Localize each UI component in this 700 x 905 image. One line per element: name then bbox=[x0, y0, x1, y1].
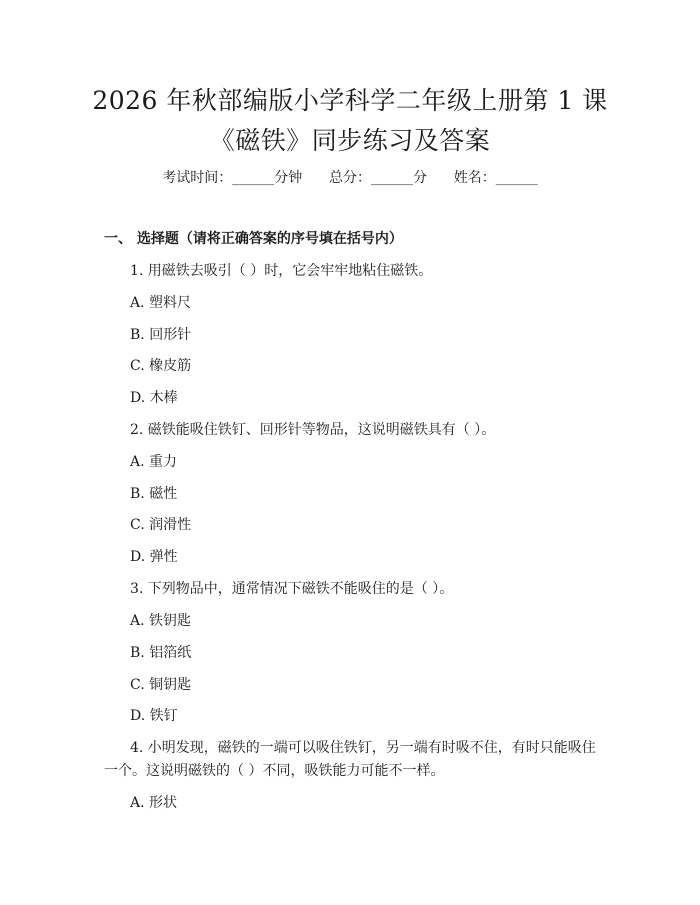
question-2-option-b: B. 磁性 bbox=[130, 486, 178, 502]
question-3-option-b: B. 铝箔纸 bbox=[130, 645, 192, 661]
question-1-option-d: D. 木棒 bbox=[130, 390, 178, 406]
question-2-option-a: A. 重力 bbox=[130, 454, 178, 470]
document-title-line1: 2026 年秋部编版小学科学二年级上册第 1 课 bbox=[92, 86, 608, 115]
question-1-option-b: B. 回形针 bbox=[130, 327, 192, 343]
question-4: 4. 小明发现，磁铁的一端可以吸住铁钉，另一端有时吸不住，有时只能吸住 bbox=[130, 740, 596, 756]
question-1-option-a: A. 塑料尺 bbox=[130, 295, 192, 311]
question-3-option-c: C. 铜钥匙 bbox=[130, 677, 192, 693]
question-3-option-a: A. 铁钥匙 bbox=[130, 613, 192, 629]
question-2-option-d: D. 弹性 bbox=[130, 549, 178, 565]
document-title-line2: 《磁铁》同步练习及答案 bbox=[209, 126, 491, 155]
exam-info: 考试时间：______分钟 总分：______分 姓名：______ bbox=[162, 170, 538, 186]
question-2: 2. 磁铁能吸住铁钉、回形针等物品，这说明磁铁具有（ ）。 bbox=[130, 422, 496, 438]
question-1: 1. 用磁铁去吸引（ ）时，它会牢牢地粘住磁铁。 bbox=[130, 263, 433, 279]
section-heading-choice: 一、 选择题（请将正确答案的序号填在括号内） bbox=[104, 231, 403, 247]
question-4-continuation: 一个。这说明磁铁的（ ）不同，吸铁能力可能不一样。 bbox=[104, 763, 445, 779]
question-3-option-d: D. 铁钉 bbox=[130, 708, 178, 724]
question-4-option-a: A. 形状 bbox=[130, 795, 178, 811]
question-2-option-c: C. 润滑性 bbox=[130, 517, 192, 533]
question-1-option-c: C. 橡皮筋 bbox=[130, 358, 192, 374]
question-3: 3. 下列物品中，通常情况下磁铁不能吸住的是（ ）。 bbox=[130, 581, 454, 597]
